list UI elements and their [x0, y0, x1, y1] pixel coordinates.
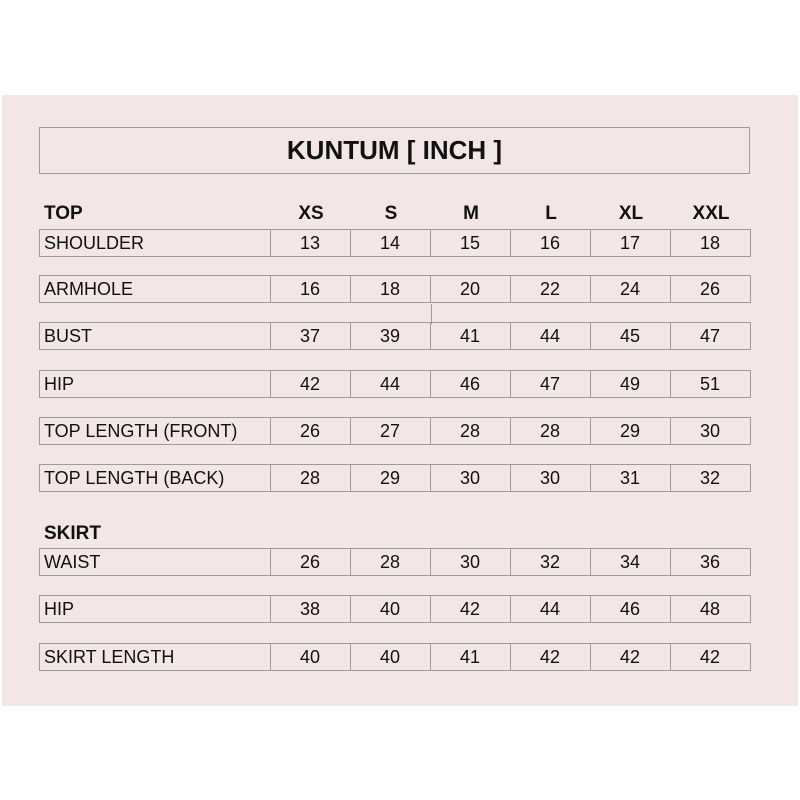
- value-cell-xl: 17: [590, 229, 671, 257]
- value-cell-l: 30: [510, 464, 591, 492]
- table-row: [39, 275, 751, 303]
- chart-title: KUNTUM [ INCH ]: [39, 127, 750, 174]
- row-label: HIP: [39, 595, 271, 623]
- value-cell-s: 28: [350, 548, 431, 576]
- value-cell-m: 15: [430, 229, 511, 257]
- value-cell-m: 46: [430, 370, 511, 398]
- value-cell-s: 14: [350, 229, 431, 257]
- value-cell-xxl: 26: [670, 275, 751, 303]
- value-cell-xl: 42: [590, 643, 671, 671]
- value-cell-xs: 26: [270, 548, 351, 576]
- table-row: [39, 548, 751, 576]
- value-cell-xxl: 51: [670, 370, 751, 398]
- value-cell-xxl: 48: [670, 595, 751, 623]
- value-cell-l: 28: [510, 417, 591, 445]
- section-top-label: TOP: [44, 203, 83, 224]
- value-cell-l: 47: [510, 370, 591, 398]
- value-cell-xxl: 18: [670, 229, 751, 257]
- row-label: ARMHOLE: [39, 275, 271, 303]
- value-cell-s: 44: [350, 370, 431, 398]
- value-cell-xl: 24: [590, 275, 671, 303]
- value-cell-xxl: 30: [670, 417, 751, 445]
- size-header-xxl: XXL: [692, 203, 730, 224]
- value-cell-m: 41: [430, 643, 511, 671]
- value-cell-xs: 16: [270, 275, 351, 303]
- value-cell-s: 40: [350, 643, 431, 671]
- value-cell-l: 32: [510, 548, 591, 576]
- section-skirt-label: SKIRT: [44, 523, 101, 544]
- value-cell-xxl: 36: [670, 548, 751, 576]
- value-cell-xs: 13: [270, 229, 351, 257]
- value-cell-l: 44: [510, 595, 591, 623]
- row-label: WAIST: [39, 548, 271, 576]
- value-cell-l: 44: [510, 322, 591, 350]
- value-cell-s: 29: [350, 464, 431, 492]
- size-header-s: S: [384, 203, 398, 224]
- size-header-l: L: [545, 203, 557, 224]
- value-cell-xl: 31: [590, 464, 671, 492]
- table-row: [39, 417, 751, 445]
- table-row: [39, 643, 751, 671]
- value-cell-xs: 42: [270, 370, 351, 398]
- size-header-m: M: [463, 203, 479, 224]
- size-header-xl: XL: [618, 203, 644, 224]
- value-cell-m: 20: [430, 275, 511, 303]
- value-cell-xs: 26: [270, 417, 351, 445]
- value-cell-xs: 40: [270, 643, 351, 671]
- table-row: [39, 464, 751, 492]
- value-cell-s: 40: [350, 595, 431, 623]
- value-cell-s: 27: [350, 417, 431, 445]
- size-header-xs: XS: [298, 203, 324, 224]
- value-cell-l: 16: [510, 229, 591, 257]
- table-row: [39, 370, 751, 398]
- table-row: [39, 229, 751, 257]
- row-label: SKIRT LENGTH: [39, 643, 271, 671]
- value-cell-xl: 46: [590, 595, 671, 623]
- value-cell-xl: 34: [590, 548, 671, 576]
- value-cell-m: 42: [430, 595, 511, 623]
- value-cell-xxl: 32: [670, 464, 751, 492]
- value-cell-xl: 49: [590, 370, 671, 398]
- row-label: BUST: [39, 322, 271, 350]
- table-row: [39, 322, 751, 350]
- table-row: [39, 595, 751, 623]
- value-cell-m: 28: [430, 417, 511, 445]
- row-label: HIP: [39, 370, 271, 398]
- value-cell-m: 30: [430, 464, 511, 492]
- value-cell-s: 18: [350, 275, 431, 303]
- row-label: TOP LENGTH (BACK): [39, 464, 271, 492]
- value-cell-xs: 37: [270, 322, 351, 350]
- value-cell-xs: 38: [270, 595, 351, 623]
- value-cell-l: 22: [510, 275, 591, 303]
- value-cell-m: 30: [430, 548, 511, 576]
- value-cell-xxl: 47: [670, 322, 751, 350]
- table-divider: [431, 304, 432, 324]
- value-cell-s: 39: [350, 322, 431, 350]
- row-label: SHOULDER: [39, 229, 271, 257]
- value-cell-xl: 45: [590, 322, 671, 350]
- value-cell-xs: 28: [270, 464, 351, 492]
- value-cell-m: 41: [430, 322, 511, 350]
- row-label: TOP LENGTH (FRONT): [39, 417, 271, 445]
- value-cell-xxl: 42: [670, 643, 751, 671]
- value-cell-xl: 29: [590, 417, 671, 445]
- value-cell-l: 42: [510, 643, 591, 671]
